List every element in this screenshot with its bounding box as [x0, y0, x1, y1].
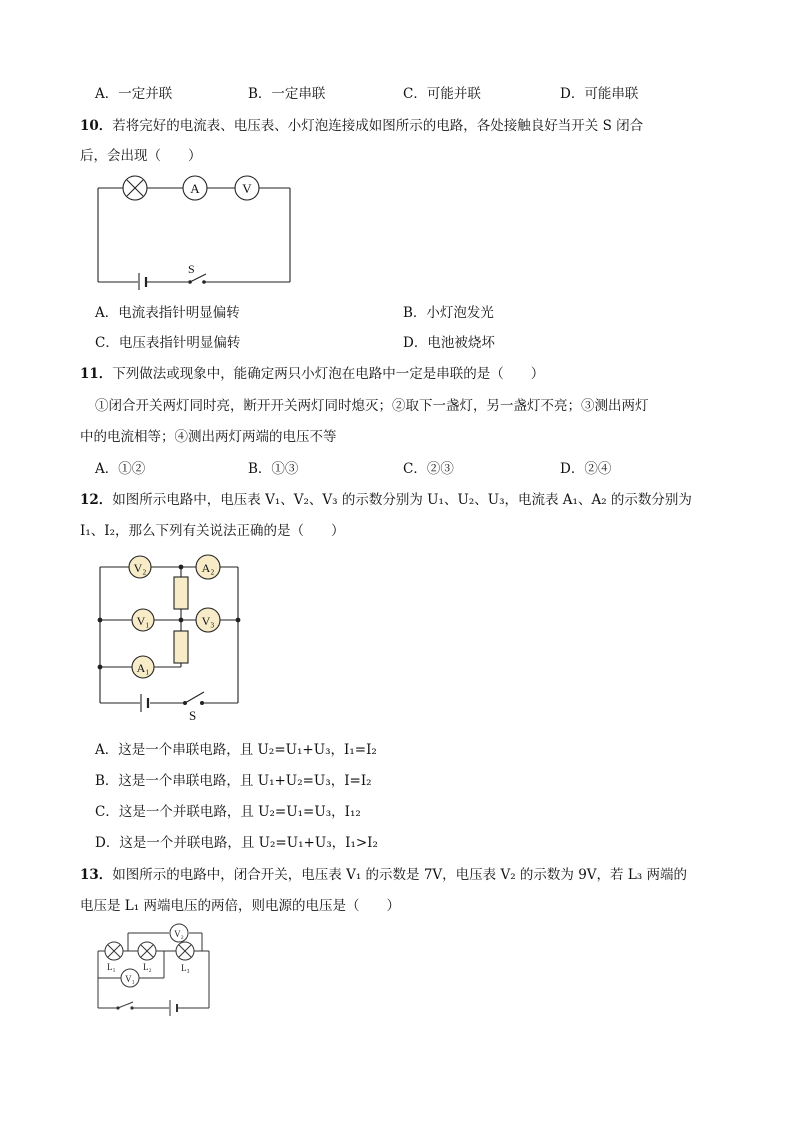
q12-option-b: B．这是一个串联电路，且 U₁+U₂=U₃，I=I₂: [95, 773, 372, 789]
voltmeter-v1-icon: [121, 969, 139, 987]
q13-l2-label: L₂: [143, 962, 152, 972]
switch-icon: [188, 262, 206, 284]
q12-stem-line1: 12．如图所示电路中，电压表 V₁、V₂、V₃ 的示数分别为 U₁、U₂、U₃，电流表 A₁、A₂ 的示数分别为: [80, 492, 692, 508]
q13-stem-line1: 13．如图所示的电路中，闭合开关，电压表 V₁ 的示数是 7V，电压表 V₂ 的示数为 9V，若 L₃ 两端的: [80, 867, 688, 883]
q11-option-c: C．②③: [403, 461, 454, 477]
q12-option-a: A．这是一个串联电路，且 U₂=U₁+U₃，I₁=I₂: [95, 742, 377, 758]
q13-circuit-diagram: [92, 920, 217, 1020]
lamp-icon: [123, 176, 147, 200]
q12-number: 12．: [80, 492, 113, 508]
q10-ammeter-label: A: [190, 181, 200, 196]
battery-icon: [141, 694, 148, 712]
switch-icon: [116, 1002, 133, 1010]
switch-icon: [183, 692, 204, 723]
battery-icon: [170, 1000, 177, 1016]
q10-stem-line2: 后，会出现（ ）: [80, 148, 202, 164]
q10-circuit-diagram: [90, 170, 300, 290]
q12-option-d: D．这是一个并联电路，且 U₂=U₁+U₃，I₁>I₂: [95, 835, 378, 851]
lamp-l2-icon: [138, 942, 156, 972]
q12-stem-line2: I₁、I₂，那么下列有关说法正确的是（ ）: [80, 523, 345, 539]
q12-v2-label: V₂: [133, 561, 147, 575]
q10-option-d: D．电池被烧坏: [403, 335, 495, 351]
q11-number: 11．: [80, 366, 113, 382]
voltmeter-v2-icon: [170, 924, 188, 942]
q10-option-a: A．电流表指针明显偏转: [95, 305, 240, 321]
q12-v3-label: V₃: [201, 614, 215, 628]
q10-number: 10．: [80, 118, 113, 134]
q12-a1-label: A₁: [136, 661, 150, 675]
voltmeter-v2-icon: [129, 556, 151, 578]
q12-v1-label: V₁: [136, 614, 150, 628]
q9-option-a: A．一定并联: [95, 86, 173, 102]
q11-description-line2: 中的电流相等；④测出两灯两端的电压不等: [80, 429, 337, 445]
q13-number: 13．: [80, 867, 113, 883]
q13-stem-line2: 电压是 L₁ 两端电压的两倍，则电源的电压是（ ）: [80, 898, 400, 914]
resistor-r1-icon: [174, 577, 188, 609]
q10-switch-label: S: [188, 262, 195, 276]
resistor-r2-icon: [174, 631, 188, 663]
q9-option-d: D．可能串联: [560, 86, 639, 102]
q12-switch-label: S: [189, 708, 197, 723]
ammeter-icon: [183, 176, 207, 200]
q11-option-b: B．①③: [248, 461, 299, 477]
q13-v2-label: V₂: [174, 929, 184, 939]
q11-option-d: D．②④: [560, 461, 612, 477]
q10-option-c: C．电压表指针明显偏转: [95, 335, 241, 351]
ammeter-a2-icon: [196, 555, 220, 579]
q12-option-c: C．这是一个并联电路，且 U₂=U₁=U₃，I₁₂: [95, 804, 361, 820]
lamp-l1-icon: [105, 942, 123, 972]
battery-icon: [139, 273, 146, 290]
q11-option-a: A．①②: [95, 461, 146, 477]
q12-circuit-diagram: [90, 550, 250, 725]
q10-voltmeter-label: V: [242, 181, 252, 196]
voltmeter-icon: [235, 176, 259, 200]
lamp-l3-icon: [176, 942, 194, 973]
q13-v1-label: V₁: [125, 974, 135, 984]
q12-a2-label: A₂: [201, 561, 215, 575]
q9-option-c: C．可能并联: [403, 86, 481, 102]
q11-stem: 11．下列做法或现象中，能确定两只小灯泡在电路中一定是串联的是（ ）: [80, 366, 545, 382]
q10-stem-line1: 10．若将完好的电流表、电压表、小灯泡连接成如图所示的电路，各处接触良好当开关 S 闭合: [80, 118, 644, 134]
q13-l1-label: L₁: [107, 962, 116, 972]
q9-option-b: B．一定串联: [248, 86, 326, 102]
q11-description-line1: ①闭合开关两灯同时亮，断开开关两灯同时熄灭；②取下一盏灯，另一盏灯不亮；③测出两灯: [95, 398, 649, 414]
q13-l3-label: L₃: [181, 963, 190, 973]
voltmeter-v3-icon: [196, 608, 220, 632]
ammeter-a1-icon: [132, 656, 154, 678]
q10-option-b: B．小灯泡发光: [403, 305, 494, 321]
voltmeter-v1-icon: [132, 609, 154, 631]
